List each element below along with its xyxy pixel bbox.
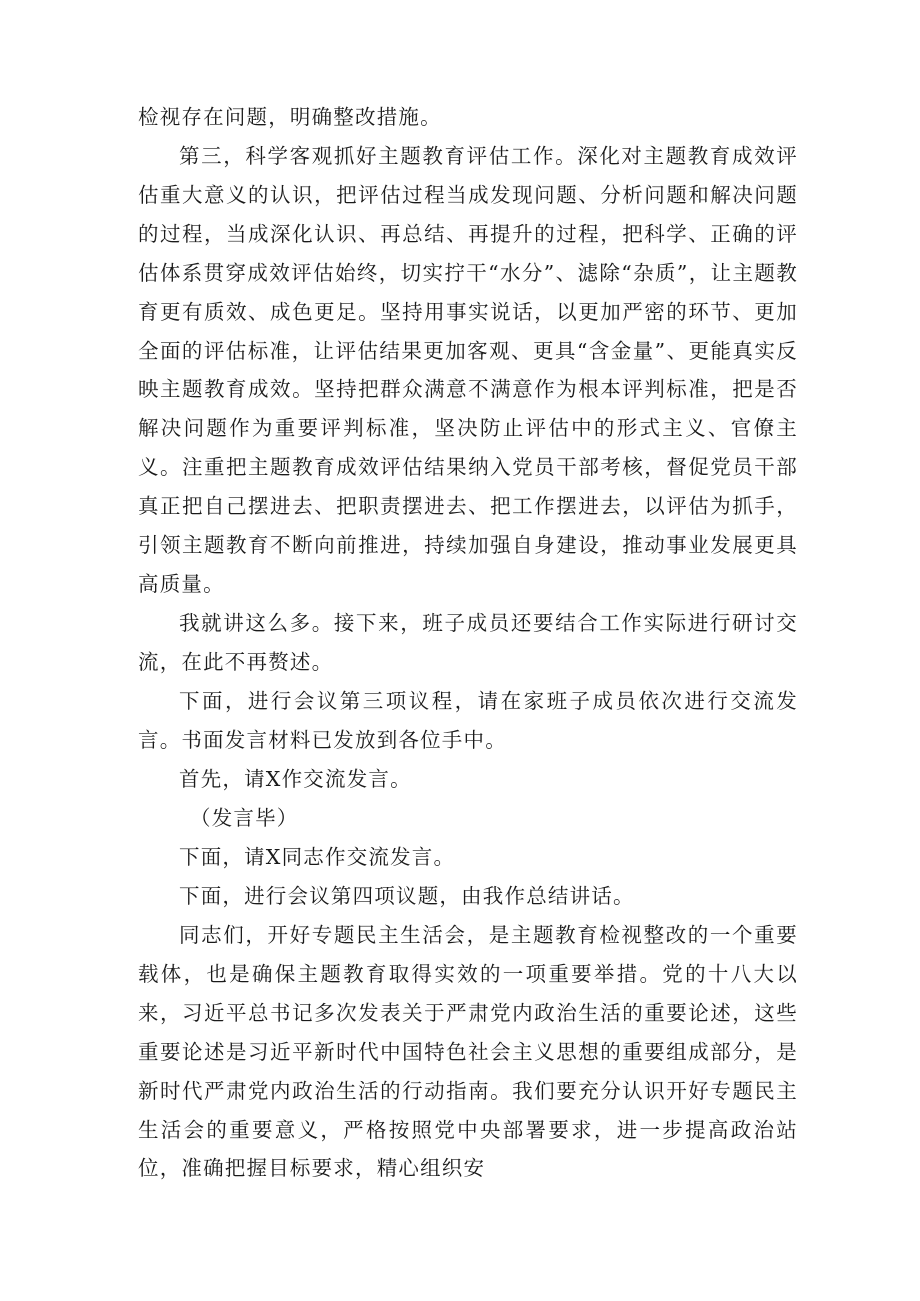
paragraph-agenda-item-four: 下面，进行会议第四项议题，由我作总结讲话。 [179, 884, 635, 908]
paragraph-closing-remarks: 我就讲这么多。接下来，班子成员还要结合工作实际进行研讨交流，在此不再赘述。 [138, 611, 798, 674]
paragraph-speech-ended: （发言毕） [190, 806, 299, 830]
paragraph-continued: 检视存在问题，明确整改措施。 [138, 105, 442, 129]
paragraph-next-speaker: 下面，请X同志作交流发言。 [179, 845, 456, 869]
paragraph-third-point: 第三，科学客观抓好主题教育评估工作。深化对主题教育成效评估重大意义的认识，把评估过程当成发现问题、分析问题和解决问题的过程，当成深化认识、再总结、再提升的过程，把科学、正确的评估体系贯穿成效评估始终，切实拧干“水分”、滤除“杂质”，让主题教育更有质效、成色更足。坚持用事实说话，以更加严密的环节、更加全面的评估标准，让评估结果更加客观、更具“含金量”、更能真实反映主题教育成效。坚持把群众满意不满意作为根本评判标准，把是否解决问题作为重要评判标准，坚决防止评估中的形式主义、官僚主义。注重把主题教育成效评估结果纳入党员干部考核，督促党员干部真正把自己摆进去、把职责摆进去、把工作摆进去，以评估为抓手，引领主题教育不断向前推进，持续加强自身建设，推动事业发展更具高质量。 [138, 144, 798, 596]
paragraph-summary-speech: 同志们，开好专题民主生活会，是主题教育检视整改的一个重要载体，也是确保主题教育取得实效的一项重要举措。党的十八大以来，习近平总书记多次发表关于严肃党内政治生活的重要论述，这些重要论述是习近平新时代中国特色社会主义思想的重要组成部分，是新时代严肃党内政治生活的行动指南。我们要充分认识开好专题民主生活会的重要意义，严格按照党中央部署要求，进一步提高政治站位，准确把握目标要求，精心组织安 [138, 923, 798, 1181]
paragraph-agenda-item-three: 下面，进行会议第三项议程，请在家班子成员依次进行交流发言。书面发言材料已发放到各位手中。 [138, 689, 798, 752]
paragraph-first-speaker: 首先，请X作交流发言。 [179, 767, 412, 791]
